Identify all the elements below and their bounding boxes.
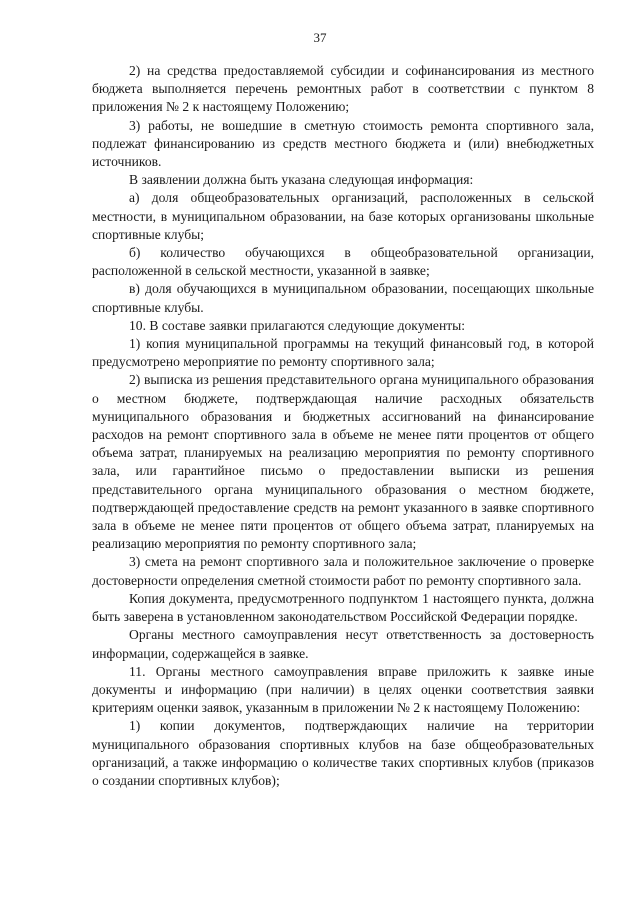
paragraph-clause-10: 10. В составе заявки прилагаются следующие документы: [129, 317, 466, 333]
paragraph-item-b: б) количество обучающихся в общеобразовательной организации, расположенной в сельской местности, указанной в заявке; [92, 245, 594, 279]
paragraph-responsibility: Органы местного самоуправления несут ответственность за достоверность информации, содержащейся в заявке. [92, 627, 594, 661]
paragraph-clause-11: 11. Органы местного самоуправления вправе приложить к заявке иные документы и информацию (при наличии) в целях оценки соответствия заявки критериям оценки заявок, указанным в приложении № 2 к настоящему Положению: [92, 663, 594, 716]
paragraph-subsidy-works-list: 2) на средства предоставляемой субсидии и софинансирования из местного бюджета выполняется перечень ремонтных работ в соответствии с пунктом 8 приложения № 2 к настоящему Положению; [92, 63, 594, 115]
paragraph-clause-10-item-3: 3) смета на ремонт спортивного зала и положительное заключение о проверке достоверности определения сметной стоимости работ по ремонту спортивного зала. [92, 554, 594, 588]
paragraph-application-info-intro: В заявлении должна быть указана следующая информация: [129, 172, 474, 188]
paragraph-item-a: а) доля общеобразовательных организаций, расположенных в сельской местности, в муниципальном образовании, на базе которых организованы школьные спортивные клубы; [92, 190, 594, 242]
paragraph-copy-certification: Копия документа, предусмотренного подпунктом 1 настоящего пункта, должна быть заверена в установленном законодательством Российской Федерации порядке. [92, 590, 594, 625]
page-number: 37 [313, 30, 327, 45]
paragraph-clause-11-item-1: 1) копии документов, подтверждающих наличие на территории муниципального образования спортивных клубов на базе общеобразовательных организаций, а также информацию о количестве таких спортивных клубов (приказов о создании спортивных клубов); [92, 718, 594, 788]
document-body [92, 62, 594, 790]
paragraph-clause-10-item-1: 1) копия муниципальной программы на текущий финансовый год, в которой предусмотрено мероприятие по ремонту спортивного зала; [92, 336, 594, 370]
paragraph-item-v: в) доля обучающихся в муниципальном образовании, посещающих школьные спортивные клубы. [92, 281, 594, 315]
paragraph-clause-10-item-2: 2) выписка из решения представительного органа муниципального образования о местном бюджете, подтверждающая наличие расходных обязательств муниципального образования и бюджетных ассигнований на финансирование расходов на ремонт спортивного зала в объеме не менее пяти процентов от общего объема затрат, планируемых на реализацию мероприятия по ремонту спортивного зала, или гарантийное письмо о предоставлении выписки из решения представительного органа муниципального образования о местном бюджете, подтверждающей предоставление средств на ремонт указанного в заявке спортивного зала в объеме не менее пяти процентов от общего объема затрат, планируемых на реализацию мероприятия по ремонту спортивного зала; [92, 372, 594, 552]
paragraph-works-outside-estimate: 3) работы, не вошедшие в сметную стоимость ремонта спортивного зала, подлежат финансированию из средств местного бюджета и (или) внебюджетных источников. [92, 117, 594, 170]
